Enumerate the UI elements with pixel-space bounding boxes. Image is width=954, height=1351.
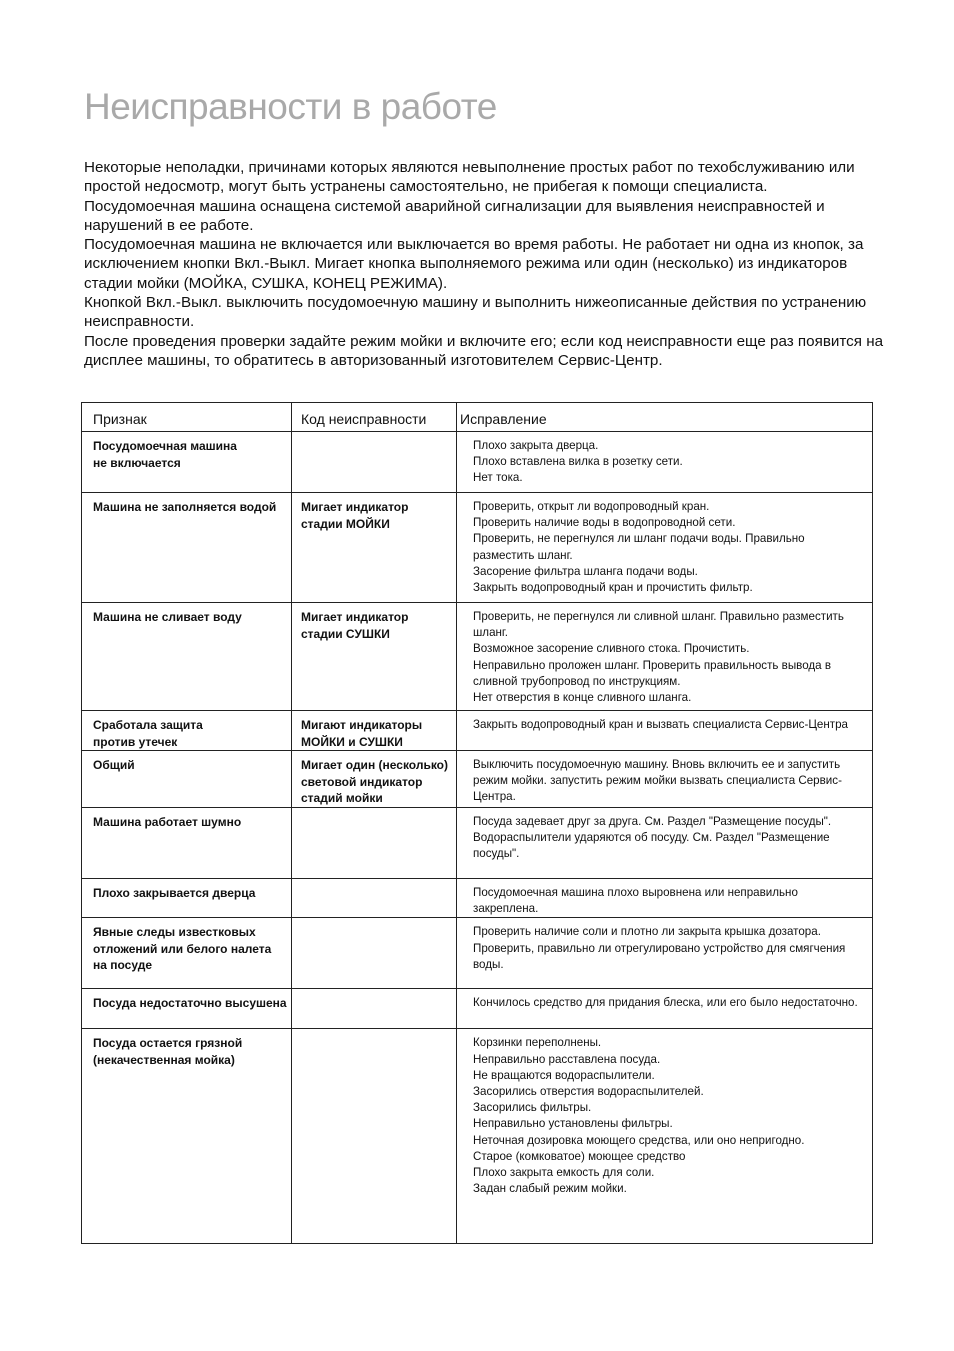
remedy-line: Выключить посудомоечную машину. Вновь включить ее и запустить режим мойки. запустить режим мойки вызвать специалиста Сервис-Центра. bbox=[473, 758, 842, 804]
symptom-cell: Машина работает шумно bbox=[82, 808, 292, 879]
table-row bbox=[82, 432, 873, 493]
header-symptom: Признак bbox=[82, 403, 292, 432]
intro-paragraph: Кнопкой Вкл.-Выкл. выключить посудомоечную машину и выполнить нижеописанные действия по устранению неисправности. bbox=[84, 294, 867, 331]
remedy-line: Не вращаются водораспылители. bbox=[473, 1068, 655, 1082]
remedy-cell bbox=[457, 918, 873, 989]
fault-code-cell bbox=[292, 432, 457, 493]
remedy-line: Корзинки переполнены. bbox=[473, 1036, 602, 1050]
fault-code-cell: Мигают индикаторы МОЙКИ и СУШКИ bbox=[292, 711, 457, 751]
remedy-line: Закрыть водопроводный кран и прочистить фильтр. bbox=[473, 581, 753, 595]
remedy-line: Проверить, открыт ли водопроводный кран. bbox=[473, 500, 710, 513]
remedy-cell bbox=[457, 879, 873, 918]
remedy-line: Проверить, не перегнулся ли шланг подачи воды. Правильно разместить шланг. bbox=[473, 532, 805, 562]
symptom-cell: Сработала защита против утечек bbox=[82, 711, 292, 751]
remedy-line: Возможное засорение сливного стока. Прочистить. bbox=[473, 642, 750, 656]
fault-code-cell bbox=[292, 989, 457, 1029]
symptom-cell: Общий bbox=[82, 751, 292, 808]
remedy-line: Посудомоечная машина плохо выровнена или неправильно закреплена. bbox=[473, 886, 798, 916]
remedy-cell bbox=[457, 808, 873, 879]
symptom-cell: Посуда недостаточно высушена bbox=[82, 989, 292, 1029]
remedy-line: Нет отверстия в конце сливного шланга. bbox=[473, 691, 692, 705]
fault-code-cell bbox=[292, 918, 457, 989]
remedy-line: Плохо закрыта дверца. bbox=[473, 439, 599, 452]
intro-paragraph: Некоторые неполадки, причинами которых являются невыполнение простых работ по техобслуживанию или простой недосмотр, могут быть устранены самостоятельно, не прибегая к помощи специалиста. bbox=[84, 159, 855, 196]
symptom-cell: Плохо закрывается дверца bbox=[82, 879, 292, 918]
table-row bbox=[82, 879, 873, 918]
fault-code-cell: Мигает индикатор стадии МОЙКИ bbox=[292, 493, 457, 603]
fault-code-cell: Мигает индикатор стадии СУШКИ bbox=[292, 603, 457, 711]
table-row bbox=[82, 989, 873, 1029]
table-row bbox=[82, 1029, 873, 1244]
intro-paragraph: Посудомоечная машина оснащена системой аварийной сигнализации для выявления неисправностей и нарушений в ее работе. bbox=[84, 197, 825, 234]
symptom-cell: Явные следы известковых отложений или белого налета на посуде bbox=[82, 918, 292, 989]
remedy-line: Закрыть водопроводный кран и вызвать специалиста Сервис-Центра bbox=[473, 718, 848, 731]
table-header-row bbox=[82, 403, 873, 432]
fault-code-cell bbox=[292, 808, 457, 879]
table-row bbox=[82, 493, 873, 603]
table-row bbox=[82, 711, 873, 751]
remedy-line: Засорение фильтра шланга подачи воды. bbox=[473, 564, 698, 578]
symptom-cell: Посудомоечная машина не включается bbox=[82, 432, 292, 493]
remedy-line: Задан слабый режим мойки. bbox=[473, 1182, 627, 1196]
fault-code-cell bbox=[292, 1029, 457, 1244]
remedy-cell bbox=[457, 493, 873, 603]
fault-code-cell: Мигает один (несколько) световой индикатор стадий мойки bbox=[292, 751, 457, 808]
symptom-cell: Посуда остается грязной (некачественная мойка) bbox=[82, 1029, 292, 1244]
table-row bbox=[82, 808, 873, 879]
remedy-line: Проверить наличие соли и плотно ли закрыта крышка дозатора. bbox=[473, 925, 821, 939]
header-fix: Исправление bbox=[457, 403, 873, 432]
remedy-line: Проверить наличие воды в водопроводной сети. bbox=[473, 516, 736, 530]
remedy-line: Старое (комковатое) моющее средство bbox=[473, 1149, 686, 1163]
remedy-line: Посуда задевает друг за друга. См. Раздел "Размещение посуды". bbox=[473, 815, 832, 828]
page-title: Неисправности в работе bbox=[84, 86, 497, 127]
remedy-line: Неточная дозировка моющего средства, или оно непригодно. bbox=[473, 1133, 805, 1147]
intro-text bbox=[84, 158, 884, 370]
remedy-cell bbox=[457, 751, 873, 808]
symptom-cell: Машина не заполняется водой bbox=[82, 493, 292, 603]
table-row bbox=[82, 603, 873, 711]
remedy-cell bbox=[457, 432, 873, 493]
remedy-cell bbox=[457, 989, 873, 1029]
remedy-line: Неправильно проложен шланг. Проверить правильность вывода в сливной трубопровод по инструкциям. bbox=[473, 658, 831, 688]
remedy-line: Водораспылители ударяются об посуду. См. Раздел "Размещение посуды". bbox=[473, 831, 830, 861]
remedy-cell bbox=[457, 1029, 873, 1244]
intro-paragraph: Посудомоечная машина не включается или выключается во время работы. Не работает ни одна из кнопок, за исключением кнопки Вкл.-Выкл. Мигает кнопка выполняемого режима или один (несколько) из индикаторов стадии мойки (МОЙКА, СУШКА, КОНЕЦ РЕЖИМА). bbox=[84, 236, 864, 292]
remedy-line: Плохо закрыта емкость для соли. bbox=[473, 1166, 655, 1180]
remedy-line: Проверить, правильно ли отрегулировано устройство для смягчения воды. bbox=[473, 941, 846, 971]
remedy-line: Неправильно установлены фильтры. bbox=[473, 1117, 673, 1131]
remedy-cell bbox=[457, 603, 873, 711]
remedy-line: Засорились отверстия водораспылителей. bbox=[473, 1085, 704, 1099]
remedy-line: Засорились фильтры. bbox=[473, 1101, 592, 1115]
remedy-line: Проверить, не перегнулся ли сливной шланг. Правильно разместить шланг. bbox=[473, 610, 844, 640]
fault-code-cell bbox=[292, 879, 457, 918]
remedy-line: Кончилось средство для придания блеска, или его было недостаточно. bbox=[473, 996, 858, 1010]
symptom-cell: Машина не сливает воду bbox=[82, 603, 292, 711]
remedy-line: Плохо вставлена вилка в розетку сети. bbox=[473, 455, 683, 469]
table-row bbox=[82, 918, 873, 989]
remedy-line: Нет тока. bbox=[473, 471, 523, 485]
fault-table bbox=[81, 402, 873, 1244]
intro-paragraph: После проведения проверки задайте режим мойки и включите его; если код неисправности еще раз появится на дисплее машины, то обратитесь в авторизованный изготовителем Сервис-Центр. bbox=[84, 332, 884, 369]
table-row bbox=[82, 751, 873, 808]
remedy-line: Неправильно расставлена посуда. bbox=[473, 1052, 661, 1066]
header-code: Код неисправности bbox=[292, 403, 457, 432]
remedy-cell bbox=[457, 711, 873, 751]
